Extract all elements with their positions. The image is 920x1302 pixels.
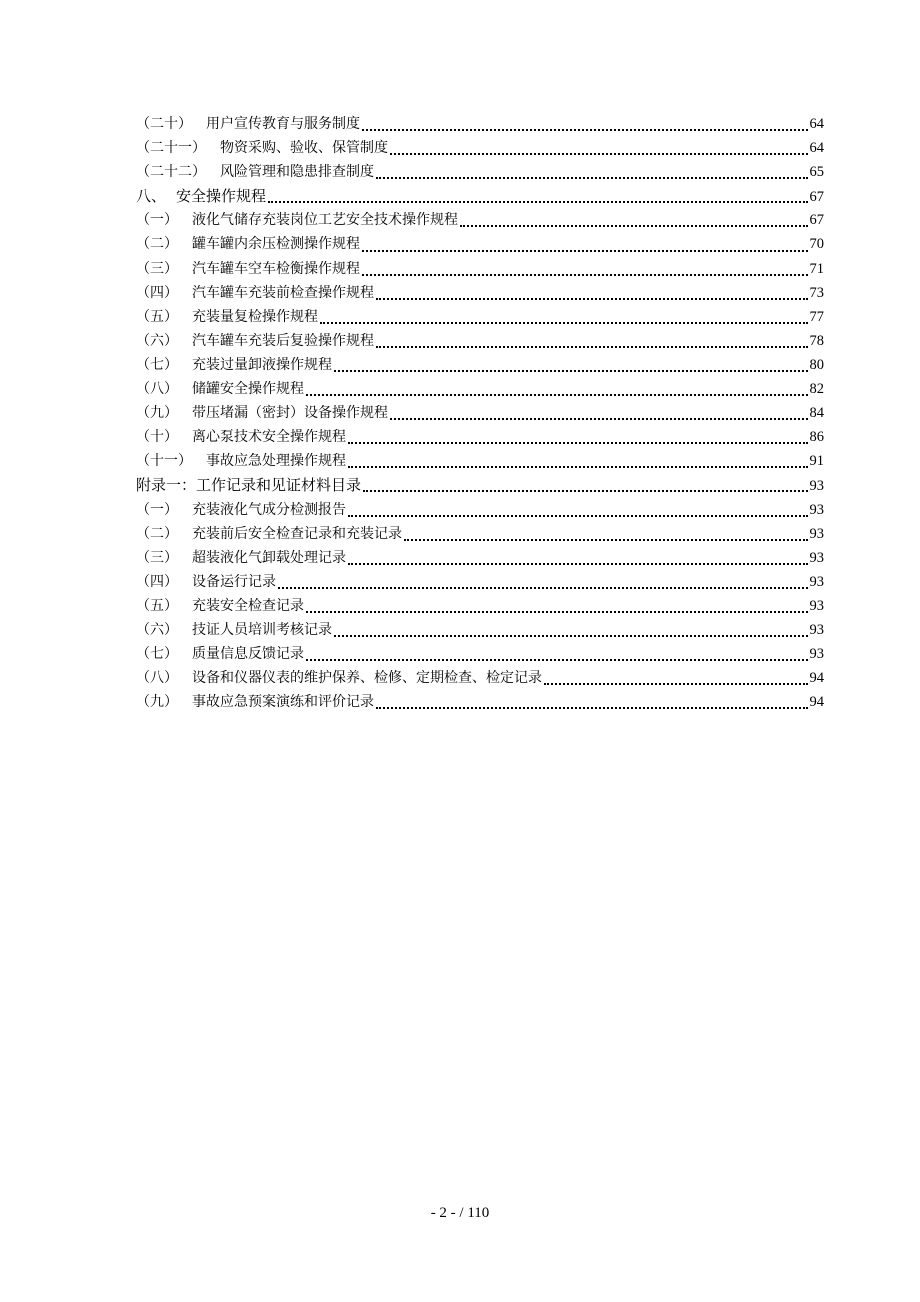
toc-entry-number: （四）: [136, 573, 178, 590]
toc-entry-title: 用户宣传教育与服务制度: [206, 116, 360, 132]
toc-entry-number: （五）: [136, 597, 178, 614]
toc-entry-title: 充装安全检查记录: [192, 597, 304, 614]
toc-entry[interactable]: [136, 136, 824, 160]
toc-entry-number: （八）: [136, 381, 178, 398]
toc-entry-title: 离心泵技术安全操作规程: [192, 429, 346, 446]
toc-entry[interactable]: [136, 473, 824, 497]
toc-entry-page: 65: [809, 164, 824, 181]
toc-entry-page: 80: [809, 356, 824, 373]
toc-entry-page: 64: [809, 140, 824, 157]
dot-leader: [348, 515, 808, 517]
toc-entry[interactable]: [136, 329, 824, 353]
toc-entry[interactable]: [136, 112, 824, 136]
toc-entry[interactable]: [136, 522, 824, 546]
dot-leader: [376, 298, 808, 300]
toc-entry-number: （二）: [136, 525, 178, 542]
toc-entry-number: （三）: [136, 260, 178, 277]
toc-entry[interactable]: [136, 160, 824, 184]
toc-entry-page: 91: [809, 453, 824, 470]
toc-entry-title: 储罐安全操作规程: [192, 381, 304, 398]
toc-entry[interactable]: [136, 425, 824, 449]
toc-entry-number: （六）: [136, 332, 178, 349]
toc-entry-number: （一）: [136, 501, 178, 518]
toc-entry-number: （十）: [136, 429, 178, 446]
toc-entry-page: 73: [809, 284, 824, 301]
toc-entry-page: 93: [809, 621, 824, 638]
toc-entry[interactable]: [136, 449, 824, 473]
toc-entry[interactable]: [136, 401, 824, 425]
dot-leader: [320, 322, 808, 324]
toc-entry[interactable]: [136, 305, 824, 329]
toc-entry-title: 汽车罐车充装前检查操作规程: [192, 284, 374, 301]
toc-entry-number: （一）: [136, 212, 178, 229]
toc-entry-number: 八、: [136, 187, 167, 206]
toc-entry-page: 93: [809, 597, 824, 614]
dot-leader: [334, 635, 808, 637]
dot-leader: [362, 274, 808, 276]
toc-entry-title: 充装液化气成分检测报告: [192, 501, 346, 518]
toc-entry[interactable]: [136, 208, 824, 232]
toc-entry[interactable]: [136, 594, 824, 618]
toc-entry-number: （六）: [136, 621, 178, 638]
toc-entry-number: （二十二）: [136, 164, 206, 181]
toc-entry-title: 充装前后安全检查记录和充装记录: [192, 525, 402, 542]
toc-entry-page: 93: [809, 573, 824, 590]
toc-entry-number: （七）: [136, 646, 178, 663]
dot-leader: [348, 442, 808, 444]
toc-entry-title: 事故应急处理操作规程: [206, 453, 346, 470]
toc-entry-title: 超装液化气卸载处理记录: [192, 549, 346, 566]
toc-entry-title: 罐车罐内余压检测操作规程: [192, 236, 360, 253]
dot-leader: [278, 587, 808, 589]
dot-leader: [390, 418, 808, 420]
toc-entry-number: （四）: [136, 284, 178, 301]
dot-leader: [362, 250, 808, 252]
toc-entry-title: 设备运行记录: [192, 573, 276, 590]
toc-entry-title: 充装过量卸液操作规程: [192, 356, 332, 373]
dot-leader: [390, 153, 808, 155]
toc-entry[interactable]: [136, 353, 824, 377]
toc-entry[interactable]: [136, 498, 824, 522]
dot-leader: [376, 177, 808, 179]
dot-leader: [348, 466, 808, 468]
toc-entry-title: 物资采购、验收、保管制度: [220, 140, 388, 157]
toc-entry-page: 70: [809, 236, 824, 253]
toc-entry-page: 77: [809, 308, 824, 325]
toc-entry-title: 设备和仪器仪表的维护保养、检修、定期检查、检定记录: [192, 670, 542, 687]
toc-entry-title: 事故应急预案演练和评价记录: [192, 694, 374, 711]
dot-leader: [544, 683, 808, 685]
toc-entry-page: 93: [809, 646, 824, 663]
toc-entry-title: 技证人员培训考核记录: [192, 621, 332, 638]
toc-entry-number: （八）: [136, 670, 178, 687]
toc-entry-page: 67: [809, 189, 824, 206]
toc-entry[interactable]: [136, 232, 824, 256]
toc-entry-number: （五）: [136, 308, 178, 325]
toc-entry-number: （九）: [136, 694, 178, 711]
toc-entry[interactable]: [136, 281, 824, 305]
toc-entry-title: 附录一：工作记录和见证材料目录: [136, 476, 362, 495]
toc-entry[interactable]: [136, 690, 824, 714]
toc-entry[interactable]: [136, 618, 824, 642]
dot-leader: [334, 370, 808, 372]
dot-leader: [363, 490, 807, 492]
dot-leader: [362, 129, 808, 131]
toc-entry-number: （七）: [136, 356, 178, 373]
dot-leader: [376, 346, 808, 348]
toc-entry-page: 93: [809, 478, 824, 495]
toc-entry-page: 93: [809, 525, 824, 542]
page-footer: [0, 1205, 920, 1222]
toc-entry-page: 64: [809, 116, 824, 132]
toc-entry-page: 86: [809, 429, 824, 446]
toc-entry[interactable]: [136, 642, 824, 666]
toc-entry-number: （九）: [136, 405, 178, 422]
dot-leader: [376, 707, 808, 709]
toc-entry-page: 71: [809, 260, 824, 277]
toc-entry-title: 质量信息反馈记录: [192, 646, 304, 663]
toc-entry-title: 风险管理和隐患排查制度: [220, 164, 374, 181]
toc-entry[interactable]: [136, 666, 824, 690]
toc-entry-page: 78: [809, 332, 824, 349]
table-of-contents: [136, 112, 824, 714]
dot-leader: [306, 394, 808, 396]
toc-entry-number: （十一）: [136, 453, 192, 470]
toc-entry[interactable]: [136, 257, 824, 281]
toc-entry-title: 带压堵漏（密封）设备操作规程: [192, 405, 388, 422]
toc-entry[interactable]: [136, 570, 824, 594]
dot-leader: [268, 201, 807, 203]
toc-entry-title: 安全操作规程: [176, 187, 267, 206]
dot-leader: [306, 659, 808, 661]
toc-entry[interactable]: [136, 184, 824, 208]
toc-entry-page: 93: [809, 501, 824, 518]
toc-entry-number: （二十一）: [136, 140, 206, 157]
toc-entry-title: 汽车罐车充装后复验操作规程: [192, 332, 374, 349]
toc-entry-number: （二十）: [136, 116, 192, 132]
toc-entry-page: 84: [809, 405, 824, 422]
toc-entry-page: 94: [809, 694, 824, 711]
toc-entry-page: 67: [809, 212, 824, 229]
dot-leader: [348, 563, 808, 565]
dot-leader: [404, 539, 808, 541]
toc-entry[interactable]: [136, 546, 824, 570]
dot-leader: [460, 225, 808, 227]
dot-leader: [306, 611, 808, 613]
toc-entry-title: 液化气储存充装岗位工艺安全技术操作规程: [192, 212, 458, 229]
toc-entry-page: 82: [809, 381, 824, 398]
toc-entry-title: 汽车罐车空车检衡操作规程: [192, 260, 360, 277]
toc-entry-page: 94: [809, 670, 824, 687]
toc-entry[interactable]: [136, 377, 824, 401]
toc-entry-page: 93: [809, 549, 824, 566]
toc-entry-title: 充装量复检操作规程: [192, 308, 318, 325]
toc-entry-number: （三）: [136, 549, 178, 566]
toc-entry-number: （二）: [136, 236, 178, 253]
page-number: - 2 - / 110: [430, 1205, 490, 1221]
